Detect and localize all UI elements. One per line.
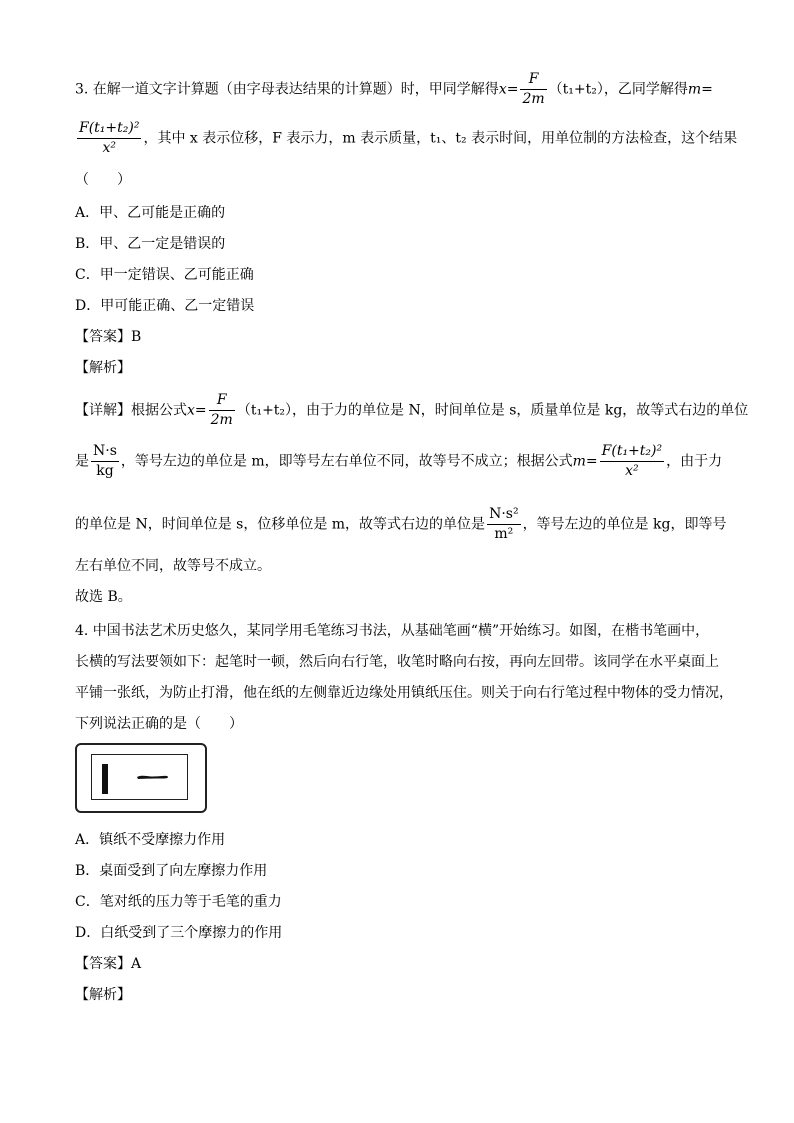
detail-text: ，等号左边的单位是 m，即等号左右单位不同，故等号不成立；根据公式 [120,453,573,470]
q3-x-eq: x= [498,81,519,98]
detail-fraction-jia [209,392,235,429]
detail-text: ，等号左边的单位是 kg，即等号 [522,516,727,533]
q4-option-d: D．白纸受到了三个摩擦力的作用 [75,925,283,941]
answer-value: B [131,329,142,345]
q3-detail-line5: 故选 B。 [75,589,132,605]
detail-fraction-yi [600,443,664,480]
q3-detail-line1 [75,392,748,429]
q4-analysis-tag: 【解析】 [75,987,131,1003]
frac-den: m² [494,526,514,542]
q4-stem-line1: 4. 中国书法艺术历史悠久，某同学用毛笔练习书法，从基础笔画“横”开始练习。如图，在楷书笔画中， [75,623,710,639]
detail-x-eq: x= [187,402,207,419]
detail-text: 根据公式 [131,402,187,419]
horizontal-stroke-icon [136,771,170,783]
frac-num: F(t₁+t₂)² [600,443,664,462]
frac-num: F [520,71,546,90]
q3-stem-text-c: ，其中 x 表示位移，F 表示力，m 表示质量，t₁、t₂ 表示时间，用单位制的方法检查，这个结果 [143,130,738,147]
q3-detail-line4: 左右单位不同，故等号不成立。 [75,558,271,574]
q3-option-d: D．甲可能正确、乙一定错误 [75,298,255,314]
detail-text: 是 [75,453,89,470]
q4-stem-line2: 长横的写法要领如下：起笔时一顿，然后向右行笔，收笔时略向右按，再向左回带。该同学在水平桌面上 [75,654,719,670]
frac-den: kg [96,463,114,479]
detail-text: ，由于力的单位是 N，时间单位是 s，质量单位是 kg，故等式右边的单位 [292,402,749,419]
answer-value: A [131,956,142,972]
q3-option-b: B．甲、乙一定是错误的 [75,236,226,252]
frac-den: x² [625,463,639,479]
paper-sheet [91,754,188,800]
q3-t-sum: （t₁+t₂） [548,81,604,98]
q3-analysis-tag: 【解析】 [75,360,131,376]
q3-option-a: A．甲、乙可能是正确的 [75,205,226,221]
detail-t-sum: （t₁+t₂） [236,402,293,419]
frac-num: N·s [91,443,119,462]
q3-fraction-yi [77,120,141,157]
q4-answer [75,954,141,974]
frac-den: 2m [522,91,545,107]
detail-m-eq: m= [572,453,598,470]
q3-detail-line3 [75,506,726,543]
frac-num: F [209,392,235,411]
frac-num: N·s² [487,506,521,525]
q3-m-eq: m= [687,81,713,98]
unit-fraction-ns2-m2 [487,506,521,543]
q3-stem-line2 [75,120,737,157]
q4-option-b: B．桌面受到了向左摩擦力作用 [75,863,268,879]
q4-option-c: C．笔对纸的压力等于毛笔的重力 [75,894,282,910]
frac-den: x² [102,140,116,156]
detail-text: ，由于力 [666,453,723,470]
paperweight [102,764,108,794]
q3-detail-line2 [75,443,722,480]
calligraphy-figure [75,743,207,813]
q4-stem-line3: 平铺一张纸，为防止打滑，他在纸的左侧靠近边缘处用镇纸压住。则关于向右行笔过程中物体的受力情况， [75,685,733,701]
answer-tag: 【答案】 [75,329,131,345]
q3-stem-text-a: 3. 在解一道文字计算题（由字母表达结果的计算题）时，甲同学解得 [75,81,499,98]
frac-den: 2m [210,412,233,428]
q3-option-c: C．甲一定错误、乙可能正确 [75,267,254,283]
q3-blank: （ ） [75,172,131,188]
detail-text: 的单位是 N，时间单位是 s，位移单位是 m，故等式右边的单位是 [75,516,486,533]
q3-stem-line1 [75,71,713,108]
frac-num: F(t₁+t₂)² [77,120,141,139]
q4-option-a: A．镇纸不受摩擦力作用 [75,832,226,848]
q4-stem-line4: 下列说法正确的是（ ） [75,716,243,732]
answer-tag: 【答案】 [75,956,131,972]
q3-fraction-jia [520,71,546,108]
detail-tag: 【详解】 [75,402,131,419]
unit-fraction-ns-kg [91,443,119,480]
q3-answer [75,327,141,347]
q3-stem-text-b: ，乙同学解得 [603,81,688,98]
